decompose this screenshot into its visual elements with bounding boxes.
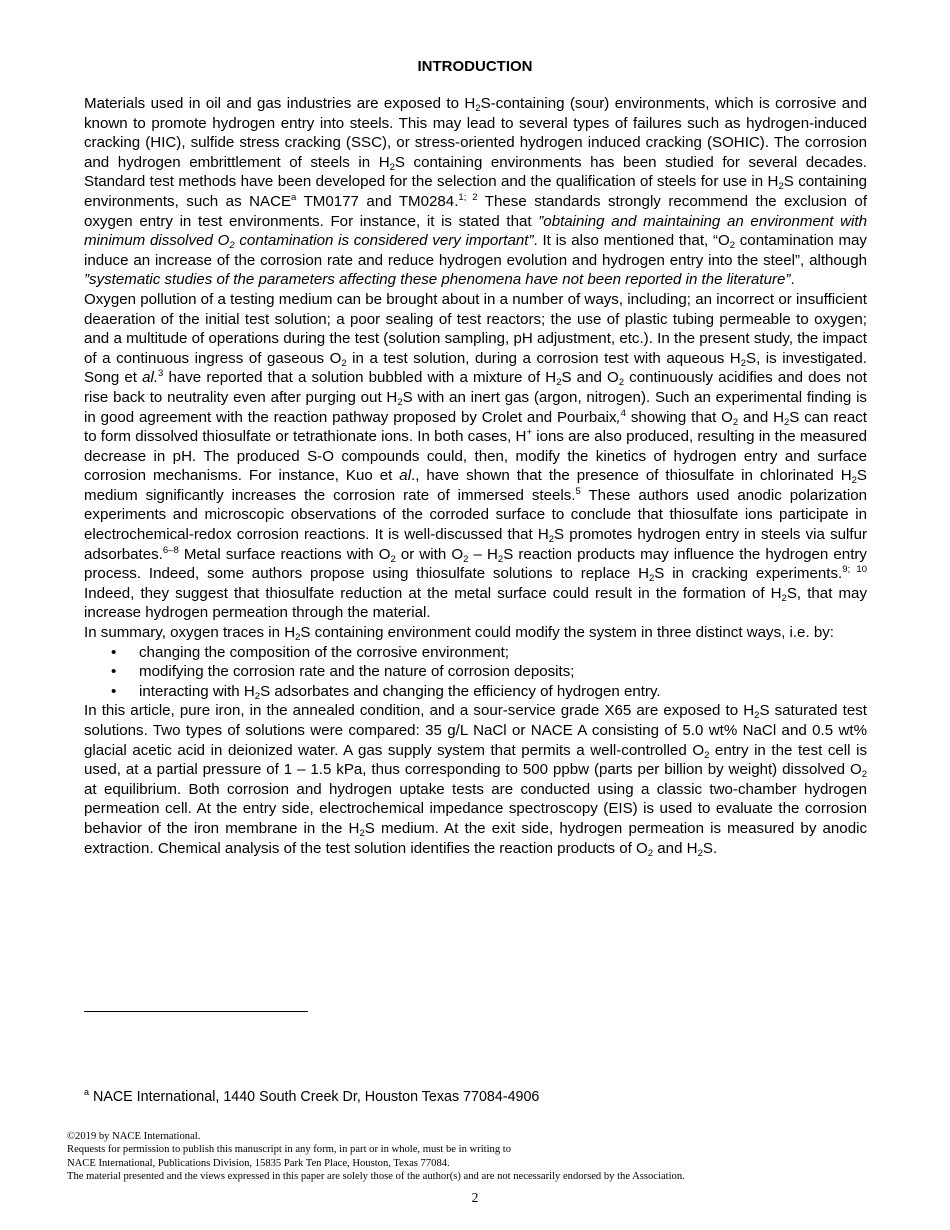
bullet-item: • interacting with $H_2S$ adsorbates and changing the efficiency of hydrogen entry. [139, 682, 867, 702]
introduction-body [84, 94, 867, 858]
section-heading: INTRODUCTION [417, 58, 533, 75]
paragraph-oxygen-pollution: Oxygen pollution of a testing medium can be brought about in a number of ways, including; an incorrect or insufficient deaeration of the initial test solution; a poor sealing of test reactors; the use of plastic tubing permeable to oxygen; and a multitude of operations during the test (solution sampling, pH adjustment, etc.). In the present study, the impact of a continuous ingress of gaseous $O_2$ in a test solution, during a corrosion test with aqueous $H_2S$, is investigated. Song et al.$^3$ have reported that a solution bubbled with a mixture of $H_2S$ and $O_2$ continuously acidifies and does not rise back to neutrality even after purging out $H_2S$ with an inert gas (argon, nitrogen). Such an experimental finding is in good agreement with the reaction pathway proposed by Crolet and Pourbaix,$^4$ showing that $O_2$ and $H_2S$ can react to form dissolved thiosulfate or tetrathionate ions. In both cases, H+ ions are also produced, resulting in the measured decrease in pH. The produced S-O compounds could, then, modify the kinetics of hydrogen entry and surface corrosion mechanisms. For instance, Kuo et al., have shown that the presence of thiosulfate in chlorinated $H_2S$ medium significantly increases the corrosion rate of immersed steels.$^5$ These authors used anodic polarization experiments and microscopic observations of the corroded surface to conclude that thiosulfate ions participate in electrochemical-redox corrosion reactions. It is well-discussed that $H_2S$ promotes hydrogen entry in steels via sulfur adsorbates.$^{6-8}$ Metal surface reactions with $O_2$ or with $O_2 - H_2S$ reaction products may influence the hydrogen entry process. Indeed, some authors propose using thiosulfate solutions to replace $H_2S$ in cracking experiments.$^{9; 10}$ Indeed, they suggest that thiosulfate reduction at the metal surface could result in the formation of $H_2S$, that may increase hydrogen permeation through the material. [84, 290, 868, 622]
copyright-notice [67, 1130, 907, 1183]
citation-5: 5 [575, 485, 581, 497]
footnote [84, 1088, 864, 1106]
citation-9-10: 9; 10 [842, 564, 868, 576]
permission-line: Requests for permission to publish this manuscript in any form, in part or in whole, must be in writing to [67, 1144, 512, 1156]
paragraph-sour-environments: Materials used in oil and gas industries are exposed to $H_2S$-containing (sour) environments, which is corrosive and known to promote hydrogen entry into steels. This may lead to several types of failures such as hydrogen-induced cracking (HIC), sulfide stress cracking (SSC), or stress-oriented hydrogen induced cracking (SOHIC). The corrosion and hydrogen embrittlement of steels in $H_2S$ containing environments has been studied for several decades. Standard test methods have been developed for the selection and the qualification of steels for use in $H_2S$ containing environments, such as NACE$^a$ TM0177 and TM0284.$^{1; 2}$ These standards strongly recommend the exclusion of oxygen entry in test environments. For instance, it is stated that ”obtaining and maintaining an environment with minimum dissolved $O_2$ contamination is considered very important”. It is also mentioned that, “$O_2$ contamination may induce an increase of the corrosion rate and reduce hydrogen evolution and hydrogen entry into the steel”, although ”systematic studies of the parameters affecting these phenomena have not been reported in the literature”. [84, 95, 868, 289]
citation-4: 4 [620, 407, 627, 419]
footnote-marker: a [84, 1087, 90, 1097]
bullet-list [84, 643, 867, 702]
address-line: NACE International, Publications Division, 15835 Park Ten Place, Houston, Texas 77084. [67, 1157, 450, 1169]
paragraph-summary: In summary, oxygen traces in $H_2S$ containing environment could modify the system in three distinct ways, i.e. by: [84, 624, 834, 644]
copyright-line: ©2019 by NACE International. [67, 1131, 201, 1142]
bullet-item: • changing the composition of the corrosive environment; [139, 643, 867, 663]
citation-6-8: 6–8 [162, 544, 179, 556]
quote-standard: ”obtaining and maintaining an environment with minimum dissolved $O_2$ contamination is considered very important” [84, 212, 867, 252]
paragraph-article-scope: In this article, pure iron, in the annealed condition, and a sour-service grade X65 are exposed to $H_2S$ saturated test solutions. Two types of solutions were compared: 35 g/L NaCl or NACE A consisting of 5.0 wt% NaCl and 0.5 wt% glacial acetic acid in deionized water. A gas supply system that permits a well-controlled $O_2$ entry in the test cell is used, at a partial pressure of 1 – 1.5 kPa, thus corresponding to 500 ppbw (parts per billion by weight) dissolved $O_2$ at equilibrium. Both corrosion and hydrogen uptake tests are conducted using a classic two-chamber hydrogen permeation cell. At the entry side, electrochemical impedance spectroscopy (EIS) is used to evaluate the corrosion behavior of the iron membrane in the $H_2S$ medium. At the exit side, hydrogen permeation is measured by anodic extraction. Chemical analysis of the test solution identifies the reaction products of $O_2$ and $H_2S$. [84, 702, 867, 859]
footnote-divider [84, 1011, 308, 1012]
disclaimer-line: The material presented and the views expressed in this paper are solely those of the author(s) and are not necessarily endorsed by the Association. [67, 1170, 685, 1182]
bullet-item: • modifying the corrosion rate and the nature of corrosion deposits; [139, 662, 867, 682]
footnote-text: NACE International, 1440 South Creek Dr, Houston Texas 77084-4906 [89, 1089, 540, 1105]
footnote-marker: a [291, 191, 297, 203]
citation-3: 3 [158, 368, 164, 380]
quote-systematic-studies: ”systematic studies of the parameters affecting these phenomena have not been reported in the literature” [84, 271, 791, 289]
page-number: 2 [471, 1190, 479, 1205]
citation-1-2: 1; 2 [458, 191, 478, 203]
